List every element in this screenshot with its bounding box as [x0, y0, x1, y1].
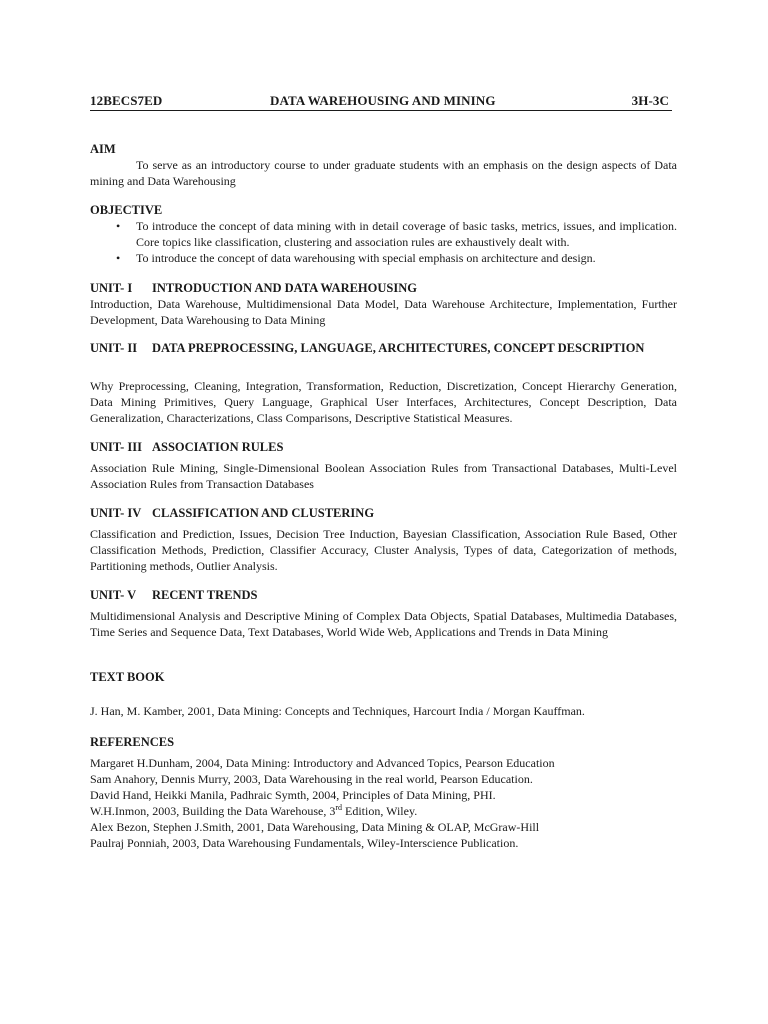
- unit-2-title: DATA PREPROCESSING, LANGUAGE, ARCHITECTURES, CONCEPT DESCRIPTION: [152, 341, 645, 355]
- course-header: [90, 93, 672, 111]
- unit-1-title: INTRODUCTION AND DATA WAREHOUSING: [152, 281, 417, 295]
- objective-list: [90, 218, 677, 266]
- unit-3-heading: [90, 439, 677, 455]
- unit-1-text: Introduction, Data Warehouse, Multidimensional Data Model, Data Warehouse Architecture, Implementation, Further Development, Data Warehousing to Data Mining: [90, 297, 677, 327]
- reference-item: [90, 803, 677, 819]
- unit-5-label: UNIT- V: [90, 588, 137, 602]
- aim-section: [90, 141, 677, 189]
- unit-4-label: UNIT- IV: [90, 506, 142, 520]
- reference-item-superscript: rd: [335, 803, 343, 812]
- reference-item: Margaret H.Dunham, 2004, Data Mining: Introductory and Advanced Topics, Pearson Education: [90, 756, 555, 770]
- reference-item: Paulraj Ponniah, 2003, Data Warehousing Fundamentals, Wiley-Interscience Publication.: [90, 836, 519, 850]
- textbook-section: [90, 669, 677, 719]
- unit-2-label: UNIT- II: [90, 341, 138, 355]
- unit-3-label: UNIT- III: [90, 440, 142, 454]
- unit-1-label: UNIT- I: [90, 281, 133, 295]
- reference-item-text: Edition, Wiley.: [342, 804, 418, 818]
- unit-4-heading: [90, 505, 677, 521]
- reference-item: Alex Bezon, Stephen J.Smith, 2001, Data Warehousing, Data Mining & OLAP, McGraw-Hill: [90, 820, 540, 834]
- unit-2-text: Why Preprocessing, Cleaning, Integration, Transformation, Reduction, Discretization, Concept Hierarchy Generation, Data Mining Primitives, Query Language, Graphical User Interfaces, Architectures, Concept Description, Data Generalization, Characterizations, Class Comparisons, Descriptive Statistical Measures.: [90, 379, 677, 425]
- textbook-text: J. Han, M. Kamber, 2001, Data Mining: Concepts and Techniques, Harcourt India / Morgan Kauffman.: [90, 704, 585, 718]
- objective-item: • To introduce the concept of data mining with in detail coverage of basic tasks, metrics, issues, and implication. Core topics like classification, clustering and association rules are exhaustively dealt with.: [136, 218, 677, 250]
- unit-5-section: [90, 587, 677, 640]
- unit-3-section: [90, 439, 677, 492]
- aim-text: To serve as an introductory course to under graduate students with an emphasis on the design aspects of Data mining and Data Warehousing: [90, 158, 677, 188]
- reference-item-text: W.H.Inmon, 2003, Building the Data Warehouse, 3: [90, 804, 336, 818]
- reference-item: David Hand, Heikki Manila, Padhraic Symth, 2004, Principles of Data Mining, PHI.: [90, 788, 496, 802]
- reference-item: Sam Anahory, Dennis Murry, 2003, Data Warehousing in the real world, Pearson Education.: [90, 772, 533, 786]
- references-section: [90, 734, 677, 851]
- objective-item: • To introduce the concept of data warehousing with special emphasis on architecture and design.: [136, 250, 677, 266]
- textbook-heading: TEXT BOOK: [90, 670, 165, 684]
- unit-5-heading: [90, 587, 677, 603]
- unit-4-title: CLASSIFICATION AND CLUSTERING: [152, 506, 375, 520]
- aim-heading: AIM: [90, 142, 116, 156]
- unit-4-text: Classification and Prediction, Issues, Decision Tree Induction, Bayesian Classification, Association Rule Based, Other Classification Methods, Prediction, Classifier Accuracy, Cluster Analysis, Types of data, Categorization of methods, Partitioning methods, Outlier Analysis.: [90, 527, 677, 573]
- references-heading: REFERENCES: [90, 735, 175, 749]
- unit-3-text: Association Rule Mining, Single-Dimensional Boolean Association Rules from Transactional Databases, Multi-Level Association Rules from Transaction Databases: [90, 461, 677, 491]
- unit-2-section: [90, 340, 677, 426]
- course-code: 12BECS7ED: [90, 93, 163, 108]
- objective-heading: OBJECTIVE: [90, 203, 163, 217]
- unit-2-heading: [90, 340, 677, 356]
- objective-section: [90, 202, 677, 266]
- course-credits: 3H-3C: [631, 93, 669, 108]
- unit-4-section: [90, 505, 677, 574]
- references-list: [90, 755, 677, 851]
- unit-1-section: [90, 280, 677, 328]
- unit-5-text: Multidimensional Analysis and Descriptive Mining of Complex Data Objects, Spatial Databases, Multimedia Databases, Time Series and Sequence Data, Text Databases, World Wide Web, Applications and Trends in Data Mining: [90, 609, 677, 639]
- unit-1-heading: [90, 280, 677, 296]
- unit-3-title: ASSOCIATION RULES: [152, 440, 284, 454]
- unit-5-title: RECENT TRENDS: [152, 588, 258, 602]
- course-title: DATA WAREHOUSING AND MINING: [270, 93, 496, 108]
